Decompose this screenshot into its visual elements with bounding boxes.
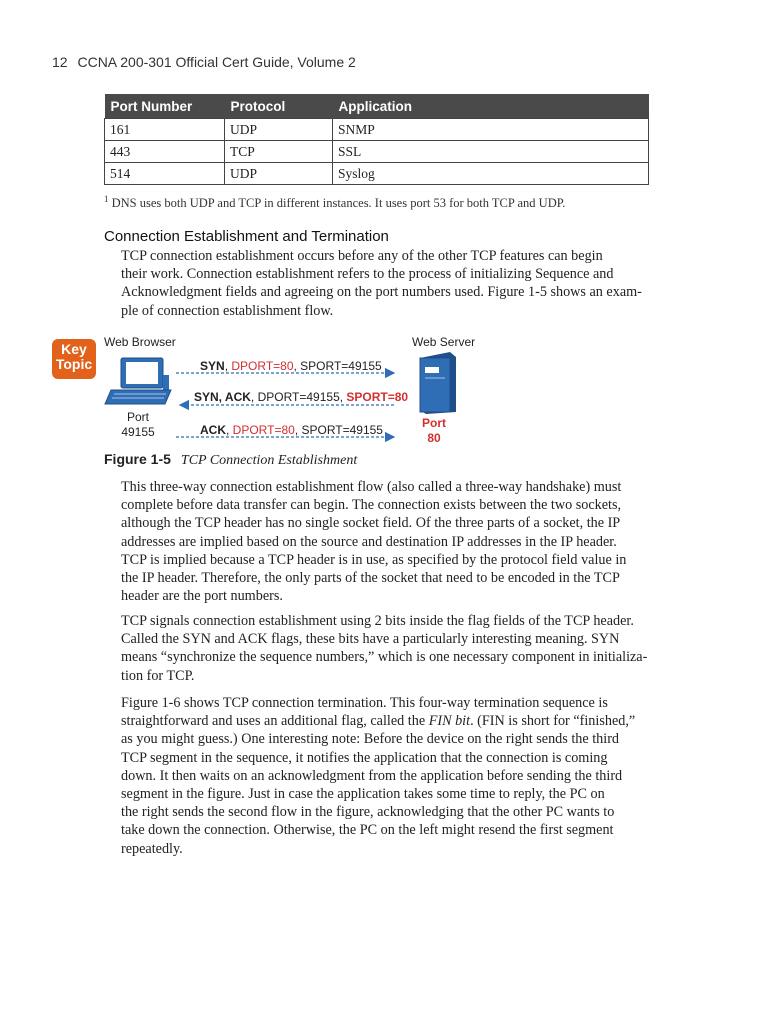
footnote-text: DNS uses both UDP and TCP in different instances. It uses port 53 for both TCP and UDP. xyxy=(108,196,566,211)
flow-syn-sep: , xyxy=(224,359,232,373)
body-paragraph xyxy=(121,694,646,858)
left-port-label: Port xyxy=(126,410,150,424)
column-header: Protocol xyxy=(225,94,333,119)
text-line: repeatedly. xyxy=(121,840,183,857)
flow-synack-sport: SPORT=80 xyxy=(346,390,409,404)
book-title: CCNA 200-301 Official Cert Guide, Volume 2 xyxy=(77,54,356,70)
table-cell: 161 xyxy=(105,119,225,141)
text-line: This three-way connection establishment flow (also called a three-way handshake) must xyxy=(121,479,622,495)
table-cell: 443 xyxy=(105,141,225,163)
text-line: header are the port numbers. xyxy=(121,588,283,605)
text-line xyxy=(121,712,646,730)
key-topic-line1: Key xyxy=(61,341,87,357)
flow-syn-flags: SYN xyxy=(200,359,225,373)
text-line: complete before data transfer can begin. The connection exists between the two sockets, xyxy=(121,497,622,514)
text-line: tion for TCP. xyxy=(121,667,195,684)
server-icon xyxy=(420,352,456,414)
port-table xyxy=(104,94,649,185)
page-number: 12 xyxy=(52,54,68,70)
table-cell: UDP xyxy=(225,163,333,185)
web-browser-label: Web Browser xyxy=(104,335,176,349)
table-footnote xyxy=(104,194,565,211)
flow-syn-label xyxy=(200,359,382,373)
left-port-value: 49155 xyxy=(121,425,155,439)
table-cell: TCP xyxy=(225,141,333,163)
table-header-row xyxy=(105,94,649,119)
column-header: Application xyxy=(333,94,649,119)
text-line: as you might guess.) One interesting note: Before the device on the right sends the third xyxy=(121,731,620,748)
flow-ack-flags: ACK xyxy=(200,423,226,437)
body-paragraph xyxy=(121,478,646,605)
table-cell: UDP xyxy=(225,119,333,141)
footnote-marker: 1 xyxy=(104,194,109,204)
flow-ack-sep: , xyxy=(226,423,233,437)
key-topic-line2: Topic xyxy=(55,356,93,372)
table-row xyxy=(105,141,649,163)
figure-diagram xyxy=(0,330,768,460)
flow-syn-rest: , SPORT=49155 xyxy=(293,359,382,373)
text-line: Acknowledgment fields and agreeing on the port numbers used. Figure 1-5 shows an exam- xyxy=(121,284,642,301)
running-header xyxy=(52,54,356,70)
text-line: ple of connection establishment flow. xyxy=(121,302,334,319)
figure-number: Figure 1-5 xyxy=(104,451,171,467)
flow-synack-dport: DPORT=49155, xyxy=(257,390,347,404)
text-fragment: straightforward and uses an additional flag, called the xyxy=(121,713,429,730)
text-line: their work. Connection establishment refers to the process of initializing Sequence and xyxy=(121,266,614,283)
flow-ack-dport: DPORT=80 xyxy=(232,423,295,437)
text-line: take down the connection. Otherwise, the PC on the left might resend the first segment xyxy=(121,822,614,839)
flow-ack-rest: , SPORT=49155 xyxy=(294,423,383,437)
text-line: down. It then waits on an acknowledgment from the application before sending the third xyxy=(121,767,623,784)
text-fragment: . (FIN is short for “finished,” xyxy=(470,713,636,730)
fin-bit-term: FIN bit xyxy=(428,713,471,730)
flow-syn-dport: DPORT=80 xyxy=(231,359,294,373)
figure-caption xyxy=(104,451,357,469)
flow-synack-label xyxy=(194,390,408,404)
text-line: Called the SYN and ACK flags, these bits have a particularly interesting meaning. SYN xyxy=(121,631,620,648)
body-paragraph xyxy=(121,247,646,320)
flow-synack-sep: , xyxy=(250,390,258,404)
text-line: Figure 1-6 shows TCP connection termination. This four-way termination sequence is xyxy=(121,695,608,711)
text-line: the right sends the second flow in the figure, acknowledging that the other PC wants to xyxy=(121,804,615,821)
text-line: means “synchronize the sequence numbers,” which is one necessary component in initializa- xyxy=(121,649,648,666)
text-line: segment in the figure. Just in case the application takes some time to reply, the PC on xyxy=(121,786,605,803)
text-line: addresses are implied based on the source and destination IP addresses in the IP header. xyxy=(121,533,617,550)
section-heading: Connection Establishment and Termination xyxy=(104,228,389,245)
web-server-label: Web Server xyxy=(412,335,476,349)
column-header: Port Number xyxy=(105,94,225,119)
table-cell: Syslog xyxy=(333,163,649,185)
flow-synack-flags: SYN, ACK xyxy=(194,390,251,404)
body-paragraph xyxy=(121,612,646,685)
flow-ack-label xyxy=(200,423,383,437)
text-line: the IP header. Therefore, the only parts of the socket that need to be encoded in the TCP xyxy=(121,570,620,587)
text-line: although the TCP header has no single socket field. Of the three parts of a socket, the IP xyxy=(121,515,621,532)
right-port-label: Port xyxy=(422,416,446,430)
figure-title: TCP Connection Establishment xyxy=(180,453,358,468)
table-cell: SSL xyxy=(333,141,649,163)
text-line: TCP segment in the sequence, it notifies the application that the connection is coming xyxy=(121,749,608,766)
text-line: TCP is implied because a TCP header is in use, as specified by the protocol field value in xyxy=(121,551,627,568)
table-cell: SNMP xyxy=(333,119,649,141)
text-line: TCP signals connection establishment using 2 bits inside the flag fields of the TCP header. xyxy=(121,613,634,629)
figure-tcp-connection-establishment xyxy=(0,330,768,460)
table-row xyxy=(105,119,649,141)
table-row xyxy=(105,163,649,185)
text-line: TCP connection establishment occurs before any of the other TCP features can begin xyxy=(121,248,603,264)
right-port-value: 80 xyxy=(427,431,441,445)
pc-icon xyxy=(105,358,171,404)
table-cell: 514 xyxy=(105,163,225,185)
